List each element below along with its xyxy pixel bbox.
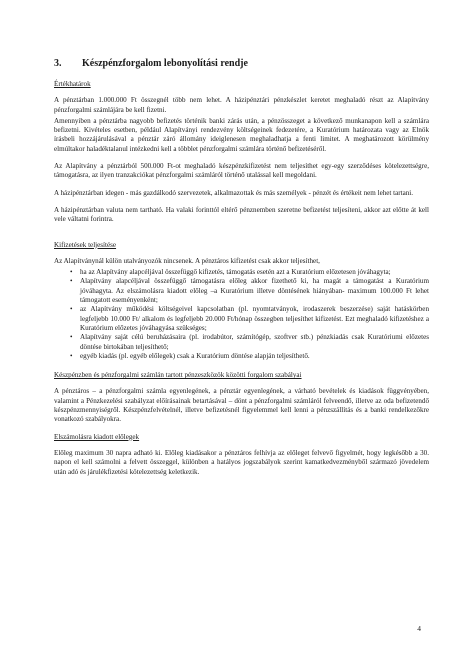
paragraph: Az Alapítvány a pénztárból 500.000 Ft-ot meghaladó készpénzkifizetést nem teljesíthet egy-egy szerződéses kötelezettségre, támogatásra, az ilyen tranzakciókat pénzforgalmi számláról történő utalással kell megoldani. [54,162,429,180]
chapter-title: Készpénzforgalom lebonyolítási rendje [82,58,248,69]
list-item: • ha az Alapítvány alapcéljával összefüggő kifizetés, támogatás esetén azt a Kuratórium előzetesen jóváhagyta; [80,268,429,277]
paragraph: A pénztáros – a pénzforgalmi számla egyenlegének, a pénztár egyenlegének, a várható bevételek és kiadások függvényében, valamint a Pénzkezelési szabályzat előírásainak betartásával – dönt a pénzforgalmi számláról felveendő, illetve az oda befizetendő készpénzmennyiségről. Készpénzfelvételnél, illetve befizetésnél figyelemmel kell lenni a pénzszállítás és a banki rendelkezőkre vonatkozó szabályokra. [54,387,429,424]
paragraph: Előleg maximum 30 napra adható ki. Előleg kiadásakor a pénztáros felhívja az előleget felvevő figyelmét, hogy legkésőbb a 30. napon el kell számolni a felvett összeggel, különben a hatályos jogszabályok szerint kamatkedvezményből származó jövedelem után adó és járulékfizetési kötelezettség keletkezik. [54,448,429,476]
page-number: 4 [417,623,421,633]
paragraph: A házipénztárban valuta nem tartható. Ha valaki forinttól eltérő pénznemben szeretne befizetést teljesíteni, akkor azt előtte át kell vele váltatni forintra. [54,205,429,224]
list-item: • Alapítvány saját célú beruházásaira (pl. irodabútor, számítógép, szoftver stb.) pénzkiadás csak Kuratóriumi előzetes döntése birtokában teljesíthető; [80,333,429,352]
list-item: • az Alapítvány működési költségeivel kapcsolatban (pl. nyomtatványok, irodaszerek beszerzése) saját hatáskörben legfeljebb 10.000 Ft/ alkalom és legfeljebb 20.000 Ft/hónap összegben teljesíthet kifizetést. Ezt meghaladó kifizetéshez a Kuratórium előzetes jóváhagyása szükséges; [80,305,429,333]
chapter-heading [54,58,429,70]
paragraph: A házipénztárban idegen - más gazdálkodó szervezetek, alkalmazottak és más személyek - pénzét és értékeit nem lehet tartani. [54,188,414,197]
section-title-keszpenz: Készpénzben és pénzforgalmi számlán tartott pénzeszközök közötti forgalom szabályai [54,371,302,380]
section-title-ertekhatarok: Értékhatárok [54,80,91,88]
chapter-number: 3. [54,58,62,69]
section-title-kifizetesek: Kifizetések teljesítése [54,240,117,249]
paragraph: Az Alapítványnál külön utalványozók nincsenek. A pénztáros kifizetést csak akkor teljesíthet, [54,256,320,265]
section-title-eloleg: Elszámolásra kiadott előlegek [54,432,140,441]
list-item: • egyéb kiadás (pl. egyéb előlegek) csak a Kuratórium döntése alapján teljesíthető. [80,352,429,361]
list-item: • Alapítvány alapcéljával összefüggő támogatásra előleg akkor fizethető ki, ha magát a támogatást a Kuratórium jóváhagyta. Az elszámolásra kiadott előleg –a Kuratórium illetve döntésének hiányában- maximum 100.000 Ft lehet támogatott eseményenként; [80,277,429,305]
payment-conditions-list [54,268,429,361]
paragraph: Amennyiben a pénztárba nagyobb befizetés történik banki zárás után, a pénzösszeget a következő munkanapon kell a számlára befizetni. Kivételes esetben, például Alapítványi rendezvény költségeinek fedezetére, a Kuratórium határozata vagy az Elnök írásbeli hozzájárulásával a pénztár záró állomány ideiglenesen meghaladhatja a fenti limitet. A meghatározott körülmény elmúltakor haladéktalanul intézkedni kell a többlet pénzforgalmi számlára történő befizetéséről. [54,116,429,153]
paragraph: A pénztárban 1.000.000 Ft összegnél több nem lehet. A házipénztári pénzkészlet keretet meghaladó részt az Alapítvány pénzforgalmi számlájára be kell fizetni. [54,96,429,114]
